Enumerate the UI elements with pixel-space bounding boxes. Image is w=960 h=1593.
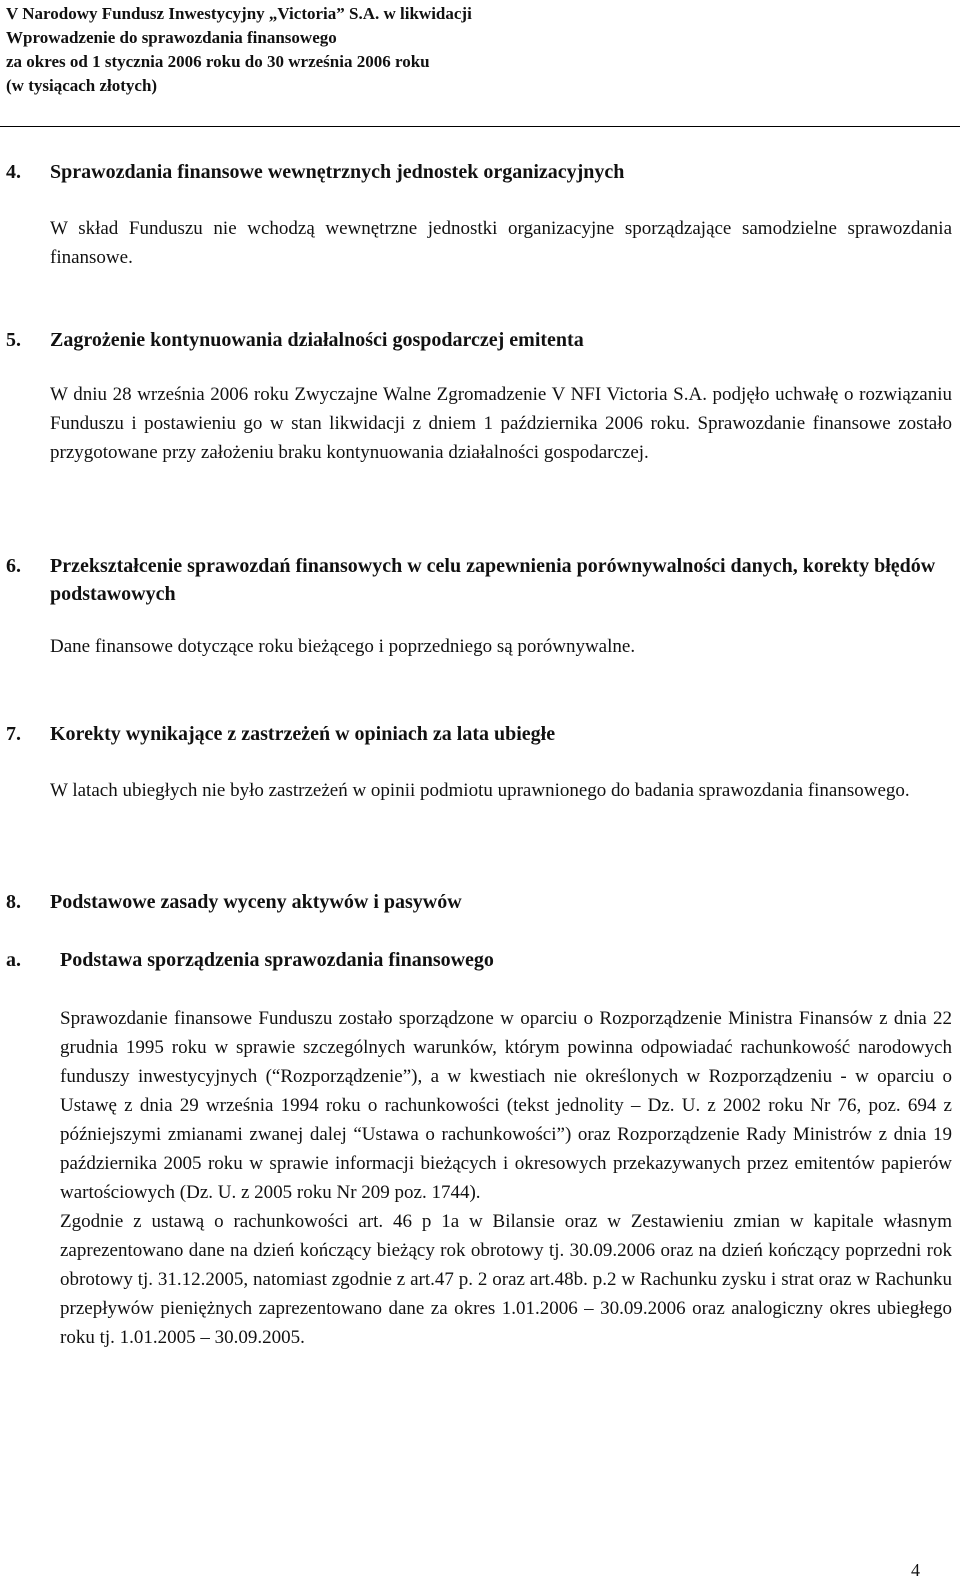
subsection-heading	[6, 946, 952, 974]
section-5	[6, 326, 952, 467]
section-8	[6, 888, 952, 916]
subsection-a	[6, 946, 952, 1352]
section-number: 4.	[6, 161, 21, 183]
section-body: W skład Funduszu nie wchodzą wewnętrzne jednostki organizacyjne sporządzające samodzielne sprawozdania finansowe.	[50, 218, 952, 268]
section-body: W latach ubiegłych nie było zastrzeżeń w opinii podmiotu uprawnionego do badania sprawozdania finansowego.	[50, 780, 910, 801]
section-title: Zagrożenie kontynuowania działalności gospodarczej emitenta	[50, 329, 584, 351]
document-header	[6, 2, 472, 98]
section-body: Dane finansowe dotyczące roku bieżącego i poprzedniego są porównywalne.	[50, 636, 636, 657]
currency-unit: (w tysiącach złotych)	[6, 76, 158, 95]
section-number: 7.	[6, 723, 21, 745]
subsection-letter: a.	[6, 949, 21, 971]
section-number: 8.	[6, 891, 21, 913]
section-title: Podstawowe zasady wyceny aktywów i pasywów	[50, 891, 462, 913]
section-heading	[6, 326, 952, 354]
section-number: 6.	[6, 555, 21, 577]
paragraph: Sprawozdanie finansowe Funduszu zostało sporządzone w oparciu o Rozporządzenie Ministra Finansów z dnia 22 grudnia 1995 roku w sprawie szczególnych warunków, którym powinna odpowiadać rachunkowość narodowych funduszy inwestycyjnych (“Rozporządzenie”), a w kwestiach nie określonych w Rozporządzeniu - w oparciu o Ustawę z dnia 29 września 1994 roku o rachunkowości (tekst jednolity – Dz. U. z 2002 roku Nr 76, poz. 694 z późniejszymi zmianami zwanej dalej “Ustawa o rachunkowości”) oraz Rozporządzenie Rady Ministrów z dnia 19 października 2005 roku w sprawie informacji bieżących i okresowych przekazywanych przez emitentów papierów wartościowych (Dz. U. z 2005 roku Nr 209 poz. 1744).	[60, 1008, 952, 1203]
section-number: 5.	[6, 329, 21, 351]
subsection-title: Podstawa sporządzenia sprawozdania finansowego	[60, 949, 494, 971]
section-title: Korekty wynikające z zastrzeżeń w opiniach za lata ubiegłe	[50, 723, 556, 745]
section-6	[6, 552, 952, 661]
section-title: Przekształcenie sprawozdań finansowych w celu zapewnienia porównywalności danych, korekty błędów podstawowych	[50, 555, 936, 605]
paragraph: Zgodnie z ustawą o rachunkowości art. 46 p 1a w Bilansie oraz w Zestawieniu zmian w kapitale własnym zaprezentowano dane na dzień kończący bieżący rok obrotowy tj. 30.09.2006 oraz na dzień kończący poprzedni rok obrotowy tj. 31.12.2005, natomiast zgodnie z art.47 p. 2 oraz art.48b. p.2 w Rachunku zysku i strat oraz w Rachunku przepływów pieniężnych zaprezentowano dane za okres 1.01.2006 – 30.09.2006 oraz analogiczny okres ubiegłego roku tj. 1.01.2005 – 30.09.2005.	[60, 1211, 952, 1348]
section-title: Sprawozdania finansowe wewnętrznych jednostek organizacyjnych	[50, 161, 625, 183]
section-heading	[6, 552, 952, 608]
section-body: W dniu 28 września 2006 roku Zwyczajne Walne Zgromadzenie V NFI Victoria S.A. podjęło uchwałę o rozwiązaniu Funduszu i postawieniu go w stan likwidacji z dniem 1 października 2006 roku. Sprawozdanie finansowe zostało przygotowane przy założeniu braku kontynuowania działalności gospodarczej.	[50, 384, 952, 463]
section-heading	[6, 158, 952, 186]
header-divider	[0, 126, 960, 127]
section-heading	[6, 720, 952, 748]
document-title: Wprowadzenie do sprawozdania finansowego	[6, 28, 337, 47]
section-heading	[6, 888, 952, 916]
section-4	[6, 158, 952, 272]
reporting-period: za okres od 1 stycznia 2006 roku do 30 września 2006 roku	[6, 52, 430, 71]
page-number: 4	[911, 1560, 920, 1580]
subsection-body	[60, 1004, 952, 1352]
fund-name: V Narodowy Fundusz Inwestycyjny „Victoria” S.A. w likwidacji	[6, 4, 472, 23]
section-7	[6, 720, 952, 805]
